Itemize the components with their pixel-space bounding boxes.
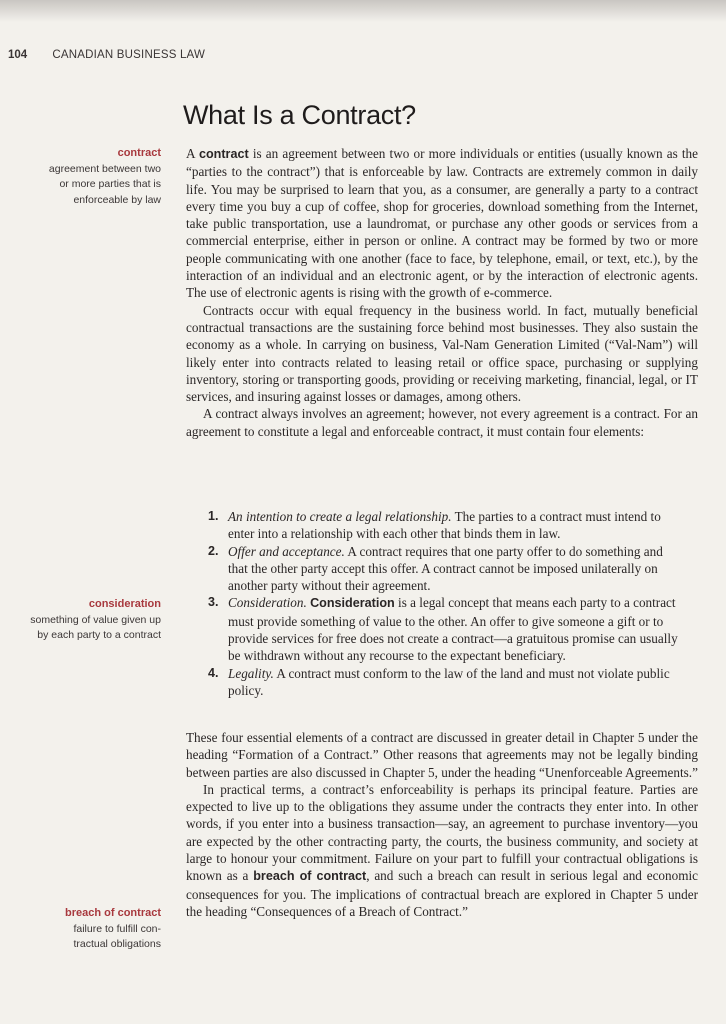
list-item-heading: Offer and acceptance.	[228, 543, 345, 559]
list-item-heading: Consideration.	[228, 595, 307, 611]
bold-term-consideration: Consideration	[310, 596, 395, 611]
intro-text	[186, 145, 698, 440]
paragraph	[186, 145, 698, 302]
list-number: 4.	[208, 665, 219, 680]
text-run: , and such a breach can result in serious legal and economic consequences for you. The implications of contractual breach are explored in Chapter 5 under the heading “Consequences of a Breach of Contract.”	[186, 868, 698, 919]
contract-elements-list	[208, 508, 678, 699]
paragraph: Contracts occur with equal frequency in the business world. In fact, mutually beneficial contractual transactions are the sustaining force behind most businesses. They also sustain the economy as a whole. In carrying on business, Val-Nam Generation Limited (“Val-Nam”) will likely enter into contracts related to leasing retail or office space, purchasing or supplying inventory, storing or transporting goods, providing or receiving marketing, financial, legal, or IT services, and insuring against losses or damages, among others.	[186, 302, 698, 405]
list-item-heading: An intention to create a legal relationship.	[228, 509, 452, 524]
text-run: is an agreement between two or more individuals or entities (usually known as the “parties to the contract”) that is enforceable by law. Contracts are extremely common in daily life. You may be surprised to learn that you, as a consumer, are generally a party to a contract every time you buy a cup of coffee, shop for groceries, download something from the Internet, take public transportation, use a laundromat, or purchase any other goods or services from a commercial enterprise, either in person or online. A contract may be formed by two or more people communicating with one another (face to face, by telephone, email, or text, etc.), by the interaction of an individual and an electronic agent, or by the interaction of electronic agents. The use of electronic agents is rising with the growth of e-commerce.	[186, 146, 699, 301]
running-head	[8, 49, 205, 61]
margin-note-contract	[49, 146, 161, 208]
list-number: 2.	[208, 543, 219, 558]
bold-term-contract: contract	[198, 147, 249, 161]
list-item-heading: Legality.	[228, 665, 274, 681]
margin-definition-line: failure to fulfill con-	[73, 922, 161, 935]
margin-term: contract	[117, 147, 161, 159]
margin-definition-line: or more parties that is	[59, 178, 161, 190]
text-run: In practical terms, a contract’s enforceability is perhaps its principal feature. Parties are expected to live up to the obligations they assume under the contracts they enter into. In other words, if you enter into a business transaction—say, an agreement to purchase inventory—you are expected by the other contracting party, the courts, the business community, and society at large to honour your commitment. Failure on your part to fulfill your contractual obligations is known as a	[186, 781, 698, 884]
margin-definition-line: something of value given up	[30, 613, 161, 626]
margin-term: breach of contract	[65, 907, 161, 919]
margin-note-consideration	[30, 597, 161, 644]
list-item	[208, 543, 678, 595]
margin-definition-line: agreement between two	[48, 162, 161, 175]
margin-definition-line: enforceable by law	[73, 193, 161, 206]
list-number: 1.	[208, 509, 219, 523]
list-item-text: A contract must conform to the law of the land and must not violate public policy.	[228, 665, 670, 698]
text-run: A	[186, 146, 199, 161]
page-top-shadow	[0, 0, 726, 22]
paragraph	[186, 781, 698, 920]
list-item-text: The parties to a contract must intend to enter into a relationship with each other that binds them in law.	[228, 509, 661, 542]
list-item-text: A contract requires that one party offer to do something and that the other party accept this offer. A contract cannot be imposed unilaterally on another party without their agreement.	[228, 543, 663, 594]
book-title: CANADIAN BUSINESS LAW	[52, 49, 206, 61]
list-item	[208, 594, 678, 664]
margin-term: consideration	[88, 598, 161, 610]
margin-definition-line: by each party to a contract	[37, 629, 161, 641]
bold-term-breach-of-contract: breach of contract	[253, 869, 367, 884]
page-number: 104	[8, 49, 28, 61]
list-item	[208, 508, 678, 543]
paragraph: These four essential elements of a contract are discussed in greater detail in Chapter 5 under the heading “Formation of a Contract.” Other reasons that agreements may not be legally binding between parties are also discussed in Chapter 5, under the heading “Unenforceable Agreements.”	[186, 730, 698, 780]
section-title: What Is a Contract?	[183, 100, 416, 130]
list-item-text: is a legal concept that means each party to a contract must provide something of value to the other. An offer to give someone a gift or to provide services for free does not create a contract—a gratuitous promise can usually be withdrawn without any recourse to the expectant beneficiary.	[228, 595, 678, 664]
list-number: 3.	[208, 595, 219, 610]
margin-note-breach-of-contract	[65, 906, 161, 953]
margin-definition-line: tractual obligations	[73, 938, 161, 950]
paragraph: A contract always involves an agreement; however, not every agreement is a contract. For an agreement to constitute a legal and enforceable contract, it must contain four elements:	[186, 406, 698, 439]
list-item	[208, 665, 678, 700]
closing-text	[186, 729, 698, 920]
